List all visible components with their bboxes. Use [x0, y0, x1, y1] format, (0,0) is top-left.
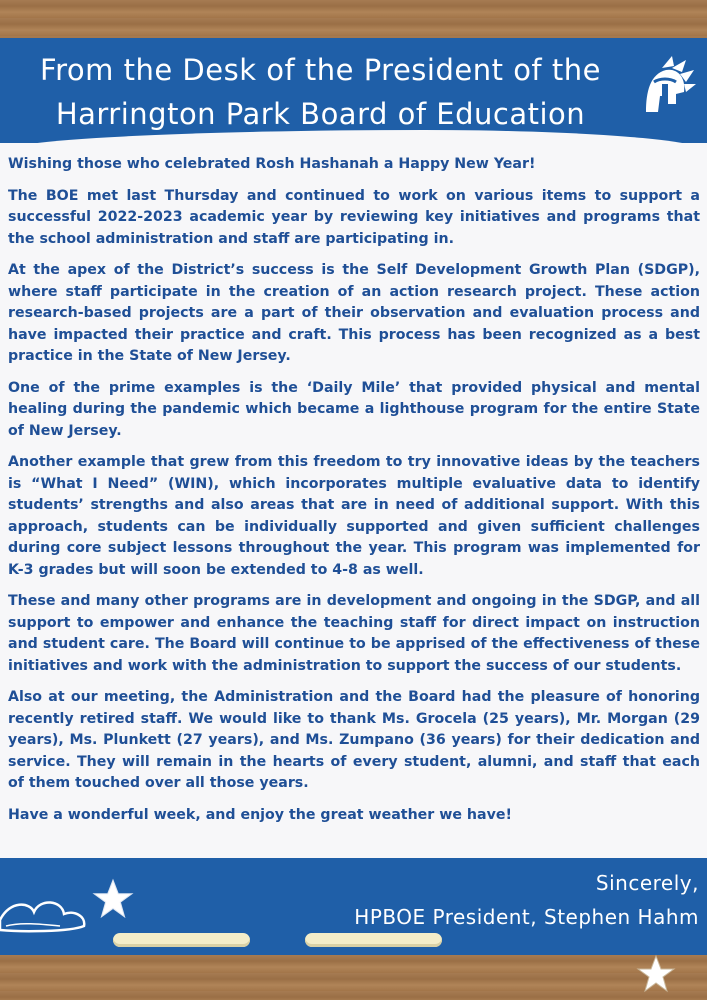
paragraph: Also at our meeting, the Administration and the Board had the pleasure of honoring recently retired staff. We would like to thank Ms. Grocela (25 years), Mr. Morgan (29 years), Ms. Plunkett (27 years), and Ms. Zumpano (36 years) for their dedication and service. They will remain in the hearts of every student, alumni, and staff that each of them touched over all those years. [8, 689, 700, 791]
wood-top-border [0, 0, 707, 40]
letter-body [8, 154, 700, 836]
spartan-helmet-icon [632, 52, 698, 118]
cloud-icon [0, 880, 100, 940]
paragraph: Have a wonderful week, and enjoy the great weather we have! [8, 806, 512, 823]
title-line-1: From the Desk of the President of the [40, 53, 601, 87]
chalk-stick [305, 933, 442, 947]
wood-bottom-border [0, 955, 707, 1000]
closing: Sincerely, [595, 871, 699, 895]
paragraph: At the apex of the District’s success is the Self Development Growth Plan (SDGP), where staff participate in the creation of an action research project. These action research-based projects are a part of their observation and evaluation process and have impacted their practice and craft. This process has been recognized as a best practice in the State of New Jersey. [8, 262, 700, 364]
paragraph: Another example that grew from this freedom to try innovative ideas by the teachers is “What I Need” (WIN), which incorporates multiple evaluative data to identify students’ strengths and also areas that are in need of additional support. With this approach, students can be individually supported and given sufficient challenges during core subject lessons throughout the year. This program was implemented for K-3 grades but will soon be extended to 4-8 as well. [8, 454, 700, 578]
paragraph: These and many other programs are in development and ongoing in the SDGP, and all support to empower and enhance the teaching staff for direct impact on instruction and student care. The Board will continue to be apprised of the effectiveness of these initiatives and work with the administration to support the success of our students. [8, 593, 700, 674]
star-icon [92, 878, 134, 920]
paragraph: Wishing those who celebrated Rosh Hashanah a Happy New Year! [8, 156, 536, 172]
sign-off [354, 866, 699, 934]
paragraph: One of the prime examples is the ‘Daily Mile’ that provided physical and mental healing during the pandemic which became a lighthouse program for the entire State of New Jersey. [8, 379, 700, 439]
page-title [8, 48, 633, 136]
title-line-2: Harrington Park Board of Education [55, 97, 586, 131]
star-icon [636, 954, 676, 994]
signature: HPBOE President, Stephen Hahm [354, 905, 699, 929]
chalk-stick [113, 933, 250, 947]
paragraph: The BOE met last Thursday and continued to work on various items to support a successful 2022-2023 academic year by reviewing key initiatives and programs that the school administration and staff are participating in. [8, 187, 700, 247]
